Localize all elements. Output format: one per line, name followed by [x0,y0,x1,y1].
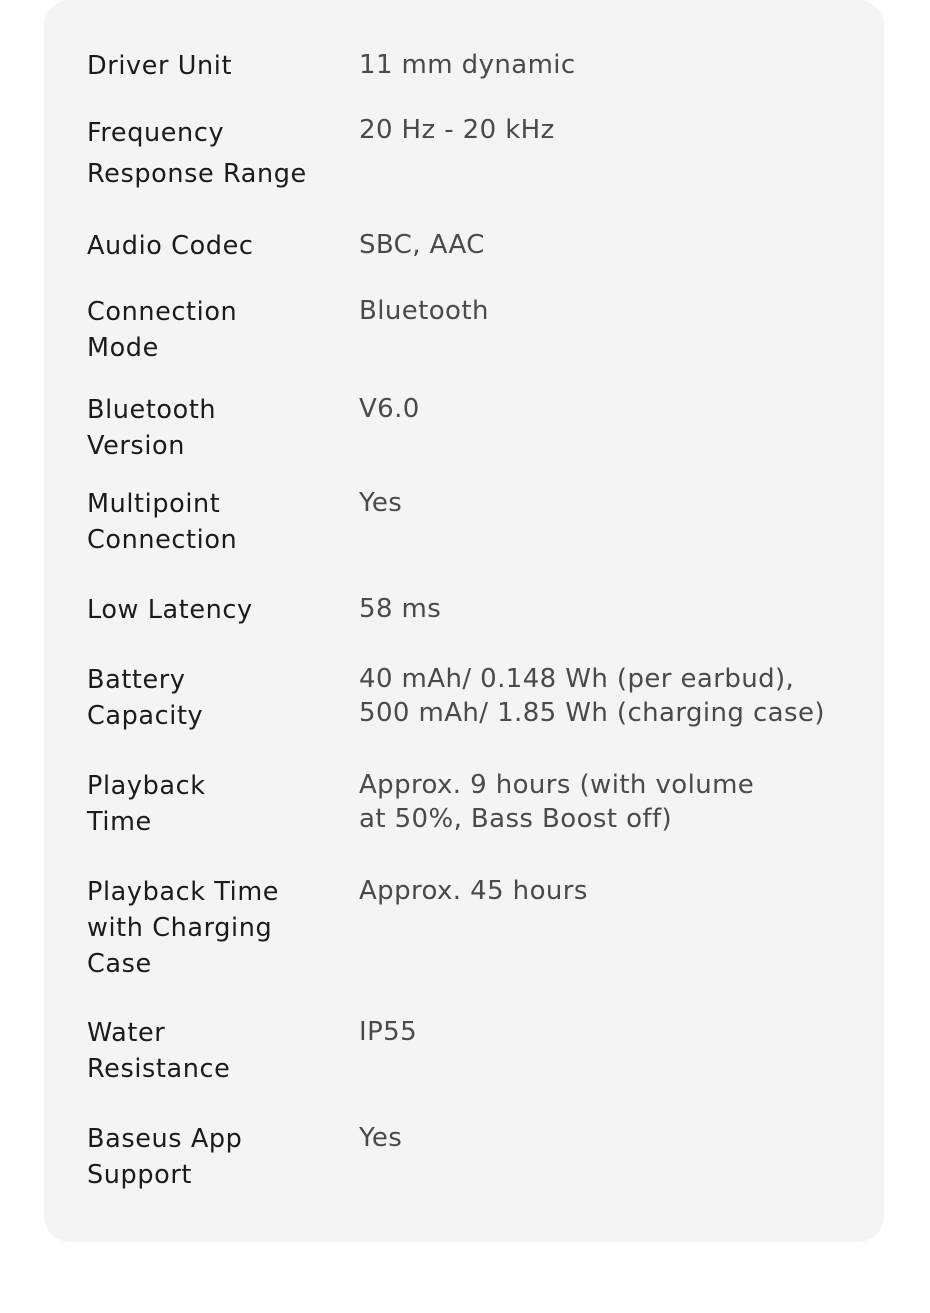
spec-value: IP55 [359,1017,418,1047]
spec-value: Yes [359,1123,403,1153]
spec-label: Connection Mode [87,297,238,363]
spec-value: 40 mAh/ 0.148 Wh (per earbud), 500 mAh/ 1.85 Wh (charging case) [359,664,825,728]
spec-value: Approx. 9 hours (with volume at 50%, Bass Boost off) [359,770,755,834]
spec-value: V6.0 [359,394,420,424]
spec-value: 11 mm dynamic [359,50,576,80]
spec-label: Multipoint Connection [87,489,238,555]
specifications-card [44,0,884,1242]
spec-label: Frequency Response Range [87,118,307,189]
spec-label: Bluetooth Version [87,395,217,461]
spec-value: Yes [359,488,403,518]
spec-value: SBC, AAC [359,230,485,260]
spec-value: 58 ms [359,594,442,624]
spec-label: Playback Time [87,771,206,837]
spec-label: Driver Unit [87,51,233,81]
spec-value: 20 Hz - 20 kHz [359,115,555,145]
spec-label: Playback Time with Charging Case [87,877,280,979]
spec-label: Water Resistance [87,1018,231,1084]
spec-value: Bluetooth [359,296,489,326]
spec-value: Approx. 45 hours [359,876,588,906]
spec-label: Battery Capacity [87,665,204,731]
spec-label: Audio Codec [87,231,254,261]
spec-label: Low Latency [87,595,253,625]
spec-label: Baseus App Support [87,1124,243,1190]
